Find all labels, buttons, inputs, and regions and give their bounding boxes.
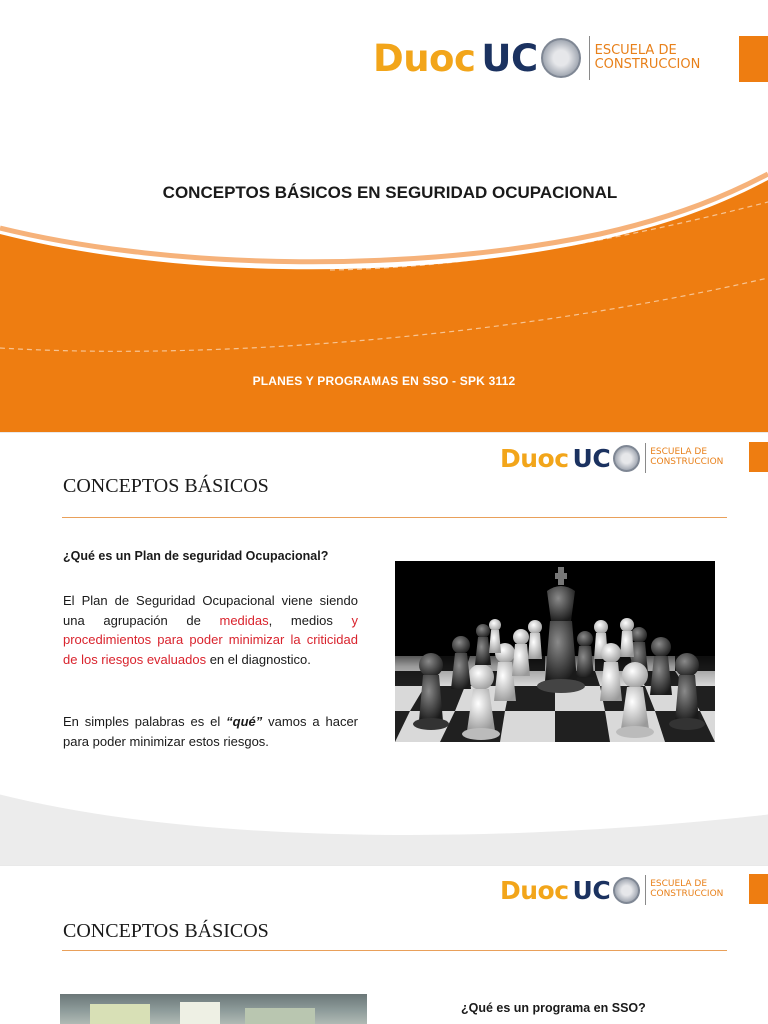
chessboard-illustration bbox=[395, 561, 715, 742]
slide-programa bbox=[0, 866, 768, 1024]
course-subtitle: PLANES Y PROGRAMAS EN SSO - SPK 3112 bbox=[252, 374, 516, 388]
escuela-line2: CONSTRUCCION bbox=[594, 57, 701, 72]
duoc-uc-logo bbox=[500, 441, 723, 475]
slide-bottom-wave bbox=[0, 773, 768, 865]
escuela-line1: ESCUELA DE bbox=[650, 447, 708, 458]
para2-que: “qué” bbox=[226, 714, 263, 729]
workplace-illustration bbox=[60, 994, 367, 1024]
logo-divider bbox=[645, 875, 646, 905]
title-underline bbox=[62, 950, 727, 951]
escuela-line2: CONSTRUCCION bbox=[650, 457, 724, 467]
title-underline bbox=[62, 517, 727, 518]
section-title: CONCEPTOS BÁSICOS bbox=[63, 920, 269, 942]
para2-text-b: vamos a hacer para poder minimizar estos riesgos. bbox=[63, 714, 358, 749]
slide-title bbox=[0, 0, 768, 432]
logo-escuela bbox=[595, 44, 701, 72]
orange-tab bbox=[749, 874, 768, 904]
para1-text-b: , medios bbox=[268, 612, 352, 628]
question-heading: ¿Qué es un programa en SSO? bbox=[461, 1001, 646, 1015]
logo-escuela bbox=[650, 880, 723, 899]
slide-plan bbox=[0, 433, 768, 865]
logo-duoc-text: Duoc bbox=[500, 443, 569, 473]
duoc-uc-logo bbox=[373, 34, 700, 82]
escuela-line1: ESCUELA DE bbox=[650, 879, 708, 890]
section-title: CONCEPTOS BÁSICOS bbox=[63, 475, 269, 497]
duoc-uc-logo bbox=[500, 873, 723, 907]
university-seal-icon bbox=[541, 38, 581, 78]
logo-duoc-text: Duoc bbox=[500, 875, 569, 905]
university-seal-icon bbox=[613, 445, 640, 472]
chess-pieces-photo bbox=[395, 561, 715, 742]
para1-highlight-procedimientos: y procedimientos para poder minimizar la criticidad de los riesgos evaluados bbox=[63, 612, 359, 667]
logo-escuela bbox=[650, 448, 723, 467]
logo-divider bbox=[645, 443, 646, 473]
logo-divider bbox=[589, 36, 590, 80]
orange-wave-band bbox=[0, 150, 768, 432]
logo-uc-text: UC bbox=[572, 875, 611, 905]
logo-uc-text: UC bbox=[481, 36, 538, 80]
para1-text-c: en el diagnostico. bbox=[206, 651, 311, 667]
escuela-line2: CONSTRUCCION bbox=[650, 889, 724, 899]
plan-summary-paragraph bbox=[63, 712, 358, 751]
orange-tab bbox=[739, 36, 768, 82]
para1-text-a: El Plan de Seguridad Ocupacional viene siendo una agrupación de bbox=[63, 593, 358, 628]
logo-uc-text: UC bbox=[572, 443, 611, 473]
university-seal-icon bbox=[613, 877, 640, 904]
plan-definition-paragraph bbox=[63, 591, 358, 669]
workplace-photo bbox=[60, 994, 367, 1024]
para1-highlight-medidas: medidas bbox=[219, 612, 269, 628]
para2-text-a: En simples palabras es el bbox=[63, 714, 227, 729]
orange-tab bbox=[749, 442, 768, 472]
question-heading: ¿Qué es un Plan de seguridad Ocupacional? bbox=[63, 549, 329, 563]
escuela-line1: ESCUELA DE bbox=[594, 42, 677, 58]
presentation-title: CONCEPTOS BÁSICOS EN SEGURIDAD OCUPACIONAL bbox=[162, 183, 618, 202]
logo-duoc-text: Duoc bbox=[373, 36, 476, 80]
